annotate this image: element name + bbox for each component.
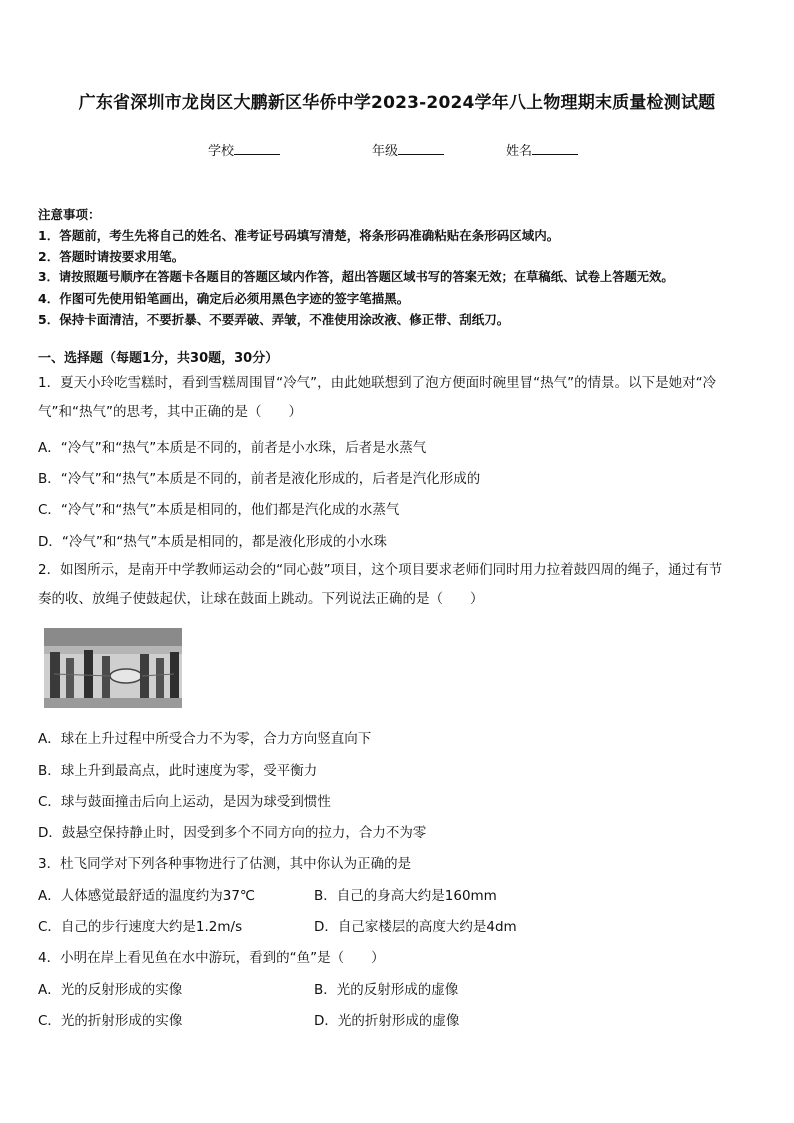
- question-1-option-c: C．“冷气”和“热气”本质是相同的，他们都是汽化成的水蒸气: [38, 502, 400, 518]
- question-1-option-d: D．“冷气”和“热气”本质是相同的，都是液化形成的小水珠: [38, 534, 387, 550]
- notice-item: 5．保持卡面清洁，不要折暴、不要弄破、弄皱，不准使用涂改液、修正带、刮纸刀。: [38, 312, 510, 327]
- question-1: [38, 369, 716, 427]
- question-2-option-a: A．球在上升过程中所受合力不为零，合力方向竖直向下: [38, 731, 372, 747]
- exam-title: 广东省深圳市龙岗区大鹏新区华侨中学2023-2024学年八上物理期末质量检测试题: [78, 93, 716, 113]
- notice-heading: 注意事项：: [38, 207, 101, 222]
- grade-label: 年级: [372, 144, 399, 159]
- question-2-option-d: D．鼓悬空保持静止时，因受到多个不同方向的拉力，合力不为零: [38, 825, 427, 841]
- notice-block: [38, 204, 674, 330]
- name-field: [506, 140, 578, 159]
- school-field: [208, 140, 280, 159]
- question-4-option-d: D．光的折射形成的虚像: [314, 1013, 460, 1029]
- notice-item: 2．答题时请按要求用笔。: [38, 249, 185, 264]
- question-3-option-b: B．自己的身高大约是160mm: [314, 888, 497, 904]
- question-4: 4．小明在岸上看见鱼在水中游玩，看到的“鱼”是（ ）: [38, 950, 385, 966]
- question-1-option-a: A．“冷气”和“热气”本质是不同的，前者是小水珠，后者是水蒸气: [38, 440, 427, 456]
- school-label: 学校: [208, 144, 235, 159]
- question-3-option-c: C．自己的步行速度大约是1.2m/s: [38, 919, 243, 935]
- question-2-option-b: B．球上升到最高点，此时速度为零，受平衡力: [38, 763, 318, 779]
- question-2-line1: 2．如图所示，是南开中学教师运动会的“同心鼓”项目，这个项目要求老师们同时用力拉着鼓四周的绳子，通过有节: [38, 562, 723, 578]
- question-1-line2: 气”和“热气”的思考，其中正确的是（ ）: [38, 404, 302, 420]
- question-4-option-b: B．光的反射形成的虚像: [314, 982, 459, 998]
- name-label: 姓名: [506, 144, 533, 159]
- grade-field: [372, 140, 444, 159]
- notice-item: 1．答题前，考生先将自己的姓名、准考证号码填写清楚，将条形码准确粘贴在条形码区域内。: [38, 228, 560, 243]
- notice-item: 3．请按照题号顺序在答题卡各题目的答题区域内作答，超出答题区域书写的答案无效；在草稿纸、试卷上答题无效。: [38, 270, 674, 284]
- question-1-option-b: B．“冷气”和“热气”本质是不同的，前者是液化形成的，后者是汽化形成的: [38, 471, 481, 487]
- drum-photo-image: [44, 628, 182, 708]
- drum-photo: [44, 628, 182, 708]
- school-blank: [234, 142, 280, 155]
- question-3-option-a: A．人体感觉最舒适的温度约为37℃: [38, 888, 256, 904]
- question-1-line1: 1．夏天小玲吃雪糕时，看到雪糕周围冒“冷气”，由此她联想到了泡方便面时碗里冒“热气”的情景。以下是她对“冷: [38, 375, 717, 391]
- question-2: [38, 556, 722, 614]
- grade-blank: [398, 142, 444, 155]
- question-3: 3．杜飞同学对下列各种事物进行了估测，其中你认为正确的是: [38, 856, 412, 872]
- section-title: 一、选择题（每题1分，共30题，30分）: [38, 351, 279, 366]
- question-4-option-a: A．光的反射形成的实像: [38, 982, 183, 998]
- name-blank: [532, 142, 578, 155]
- question-2-option-c: C．球与鼓面撞击后向上运动，是因为球受到惯性: [38, 794, 331, 810]
- question-4-option-c: C．光的折射形成的实像: [38, 1013, 183, 1029]
- question-2-line2: 奏的收、放绳子使鼓起伏，让球在鼓面上跳动。下列说法正确的是（ ）: [38, 591, 484, 607]
- notice-item: 4．作图可先使用铅笔画出，确定后必须用黑色字迹的签字笔描黑。: [38, 291, 410, 306]
- question-3-option-d: D．自己家楼层的高度大约是4dm: [314, 919, 517, 935]
